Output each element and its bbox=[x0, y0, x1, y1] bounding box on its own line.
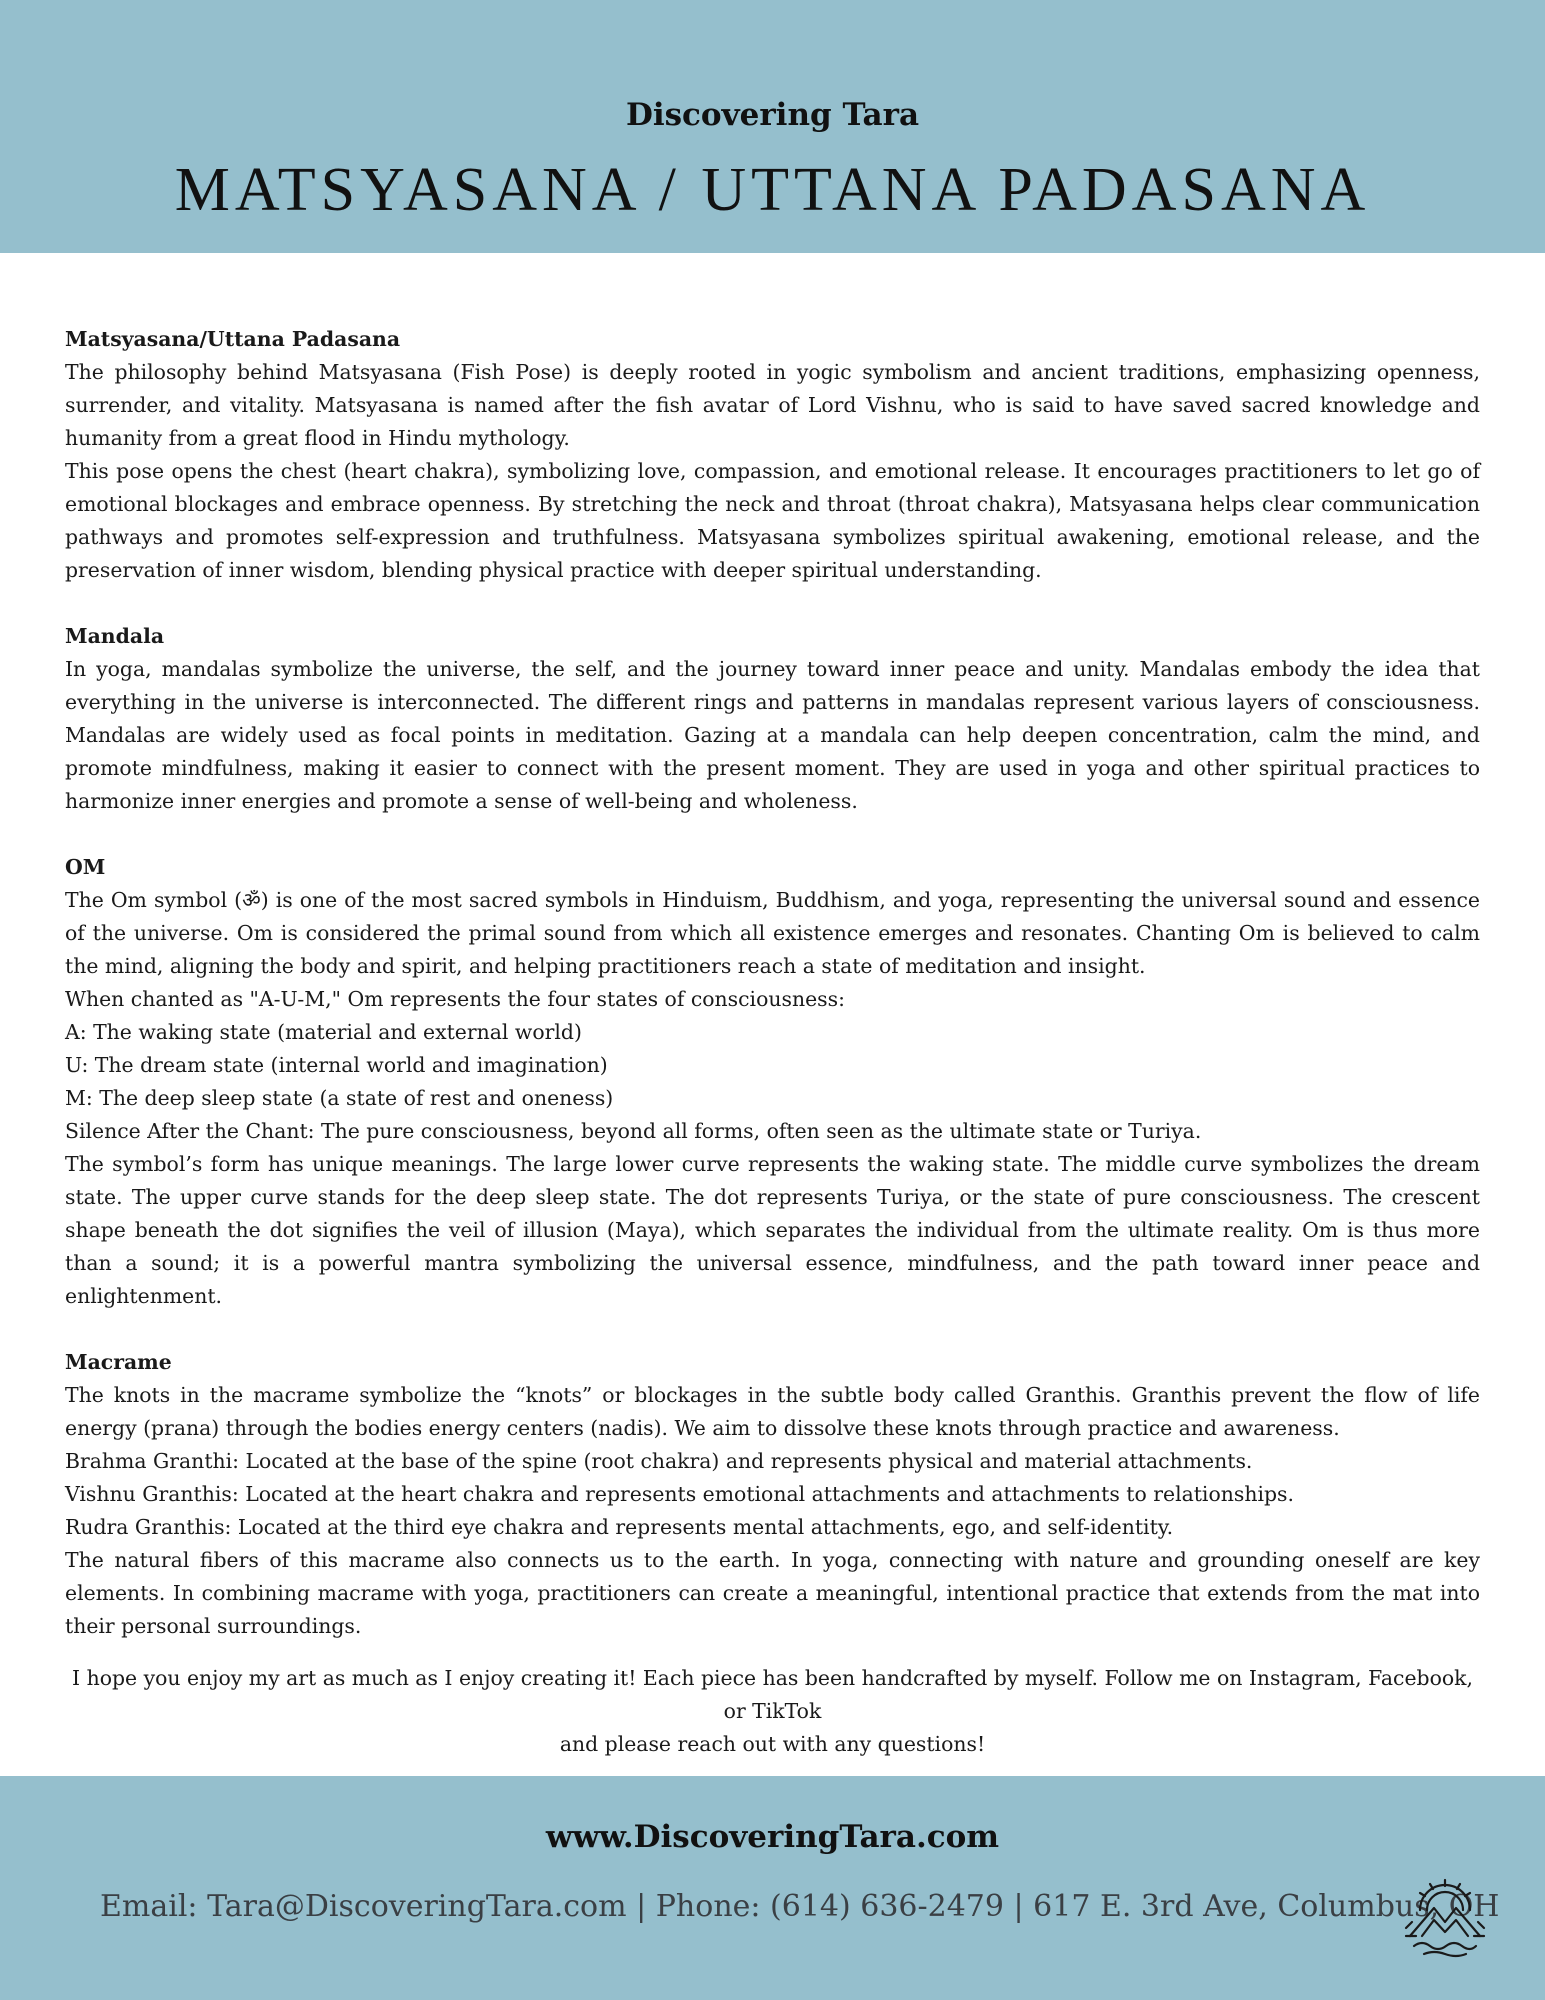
section-heading: Macrame bbox=[65, 1350, 172, 1374]
paragraph: The Om symbol (ॐ) is one of the most sacred symbols in Hinduism, Buddhism, and yoga, representing the universal sound and essence of the universe. Om is considered the primal sound from which all existence emerges and resonates. Chanting Om is believed to calm the mind, aligning the body and spirit, and helping practitioners reach a state of meditation and insight. bbox=[65, 888, 1480, 978]
website-link[interactable]: www.DiscoveringTara.com bbox=[545, 1819, 1000, 1855]
list-line: When chanted as "A-U-M," Om represents the four states of consciousness: bbox=[65, 987, 845, 1011]
footer-band bbox=[0, 1776, 1545, 2000]
list-line: Vishnu Granthis: Located at the heart chakra and represents emotional attachments and attachments to relationships. bbox=[65, 1482, 1294, 1506]
paragraph: The knots in the macrame symbolize the “knots” or blockages in the subtle body called Granthis. Granthis prevent the flow of life energy (prana) through the bodies energy centers (nadis). We aim to dissolve these knots through practice and awareness. bbox=[65, 1383, 1480, 1440]
list-line: U: The dream state (internal world and imagination) bbox=[65, 1053, 608, 1077]
contact-info: Email: Tara@DiscoveringTara.com | Phone: (614) 636-2479 | 617 E. 3rd Ave, Columbus, OH bbox=[100, 1889, 1500, 1924]
section-mandala bbox=[65, 620, 1480, 818]
section-heading: Matsyasana/Uttana Padasana bbox=[65, 327, 401, 351]
section-matsyasana bbox=[65, 323, 1480, 587]
paragraph: The natural fibers of this macrame also connects us to the earth. In yoga, connecting with nature and grounding oneself are key elements. In combining macrame with yoga, practitioners can create a meaningful, intentional practice that extends from the mat into their personal surroundings. bbox=[65, 1548, 1480, 1638]
list-line: Rudra Granthis: Located at the third eye chakra and represents mental attachments, ego, and self-identity. bbox=[65, 1515, 1174, 1539]
closing-line: I hope you enjoy my art as much as I enjoy creating it! Each piece has been handcrafted by myself. Follow me on Instagram, Facebook, or TikTok bbox=[72, 1666, 1473, 1723]
section-heading: Mandala bbox=[65, 624, 165, 648]
list-line: M: The deep sleep state (a state of rest and oneness) bbox=[65, 1086, 614, 1110]
page-title: MATSYASANA / UTTANA PADASANA bbox=[174, 156, 1371, 224]
brand-name: Discovering Tara bbox=[625, 97, 920, 133]
paragraph: The symbol’s form has unique meanings. The large lower curve represents the waking state. The middle curve symbolizes the dream state. The upper curve stands for the deep sleep state. The dot represents Turiya, or the state of pure consciousness. The crescent shape beneath the dot signifies the veil of illusion (Maya), which separates the individual from the ultimate reality. Om is thus more than a sound; it is a powerful mantra symbolizing the universal essence, mindfulness, and the path toward inner peace and enlightenment. bbox=[65, 1152, 1480, 1308]
closing-note bbox=[65, 1662, 1480, 1761]
list-line: Silence After the Chant: The pure consciousness, beyond all forms, often seen as the ultimate state or Turiya. bbox=[65, 1119, 1202, 1143]
closing-line: and please reach out with any questions! bbox=[559, 1732, 986, 1756]
paragraph: The philosophy behind Matsyasana (Fish Pose) is deeply rooted in yogic symbolism and ancient traditions, emphasizing openness, surrender, and vitality. Matsyasana is named after the fish avatar of Lord Vishnu, who is said to have saved sacred knowledge and humanity from a great flood in Hindu mythology. bbox=[65, 360, 1480, 450]
header-band bbox=[0, 0, 1545, 253]
mountain-sun-logo-icon bbox=[1400, 1872, 1490, 1962]
paragraph: In yoga, mandalas symbolize the universe, the self, and the journey toward inner peace and unity. Mandalas embody the idea that everything in the universe is interconnected. The different rings and patterns in mandalas represent various layers of consciousness. Mandalas are widely used as focal points in meditation. Gazing at a mandala can help deepen concentration, calm the mind, and promote mindfulness, making it easier to connect with the present moment. They are used in yoga and other spiritual practices to harmonize inner energies and promote a sense of well-being and wholeness. bbox=[65, 657, 1480, 813]
section-heading: OM bbox=[65, 855, 106, 879]
section-macrame bbox=[65, 1346, 1480, 1643]
main-content bbox=[65, 323, 1480, 1761]
paragraph: This pose opens the chest (heart chakra), symbolizing love, compassion, and emotional release. It encourages practitioners to let go of emotional blockages and embrace openness. By stretching the neck and throat (throat chakra), Matsyasana helps clear communication pathways and promotes self-expression and truthfulness. Matsyasana symbolizes spiritual awakening, emotional release, and the preservation of inner wisdom, blending physical practice with deeper spiritual understanding. bbox=[65, 459, 1480, 582]
list-line: Brahma Granthi: Located at the base of the spine (root chakra) and represents physical and material attachments. bbox=[65, 1449, 1253, 1473]
section-om bbox=[65, 851, 1480, 1313]
list-line: A: The waking state (material and external world) bbox=[65, 1020, 582, 1044]
